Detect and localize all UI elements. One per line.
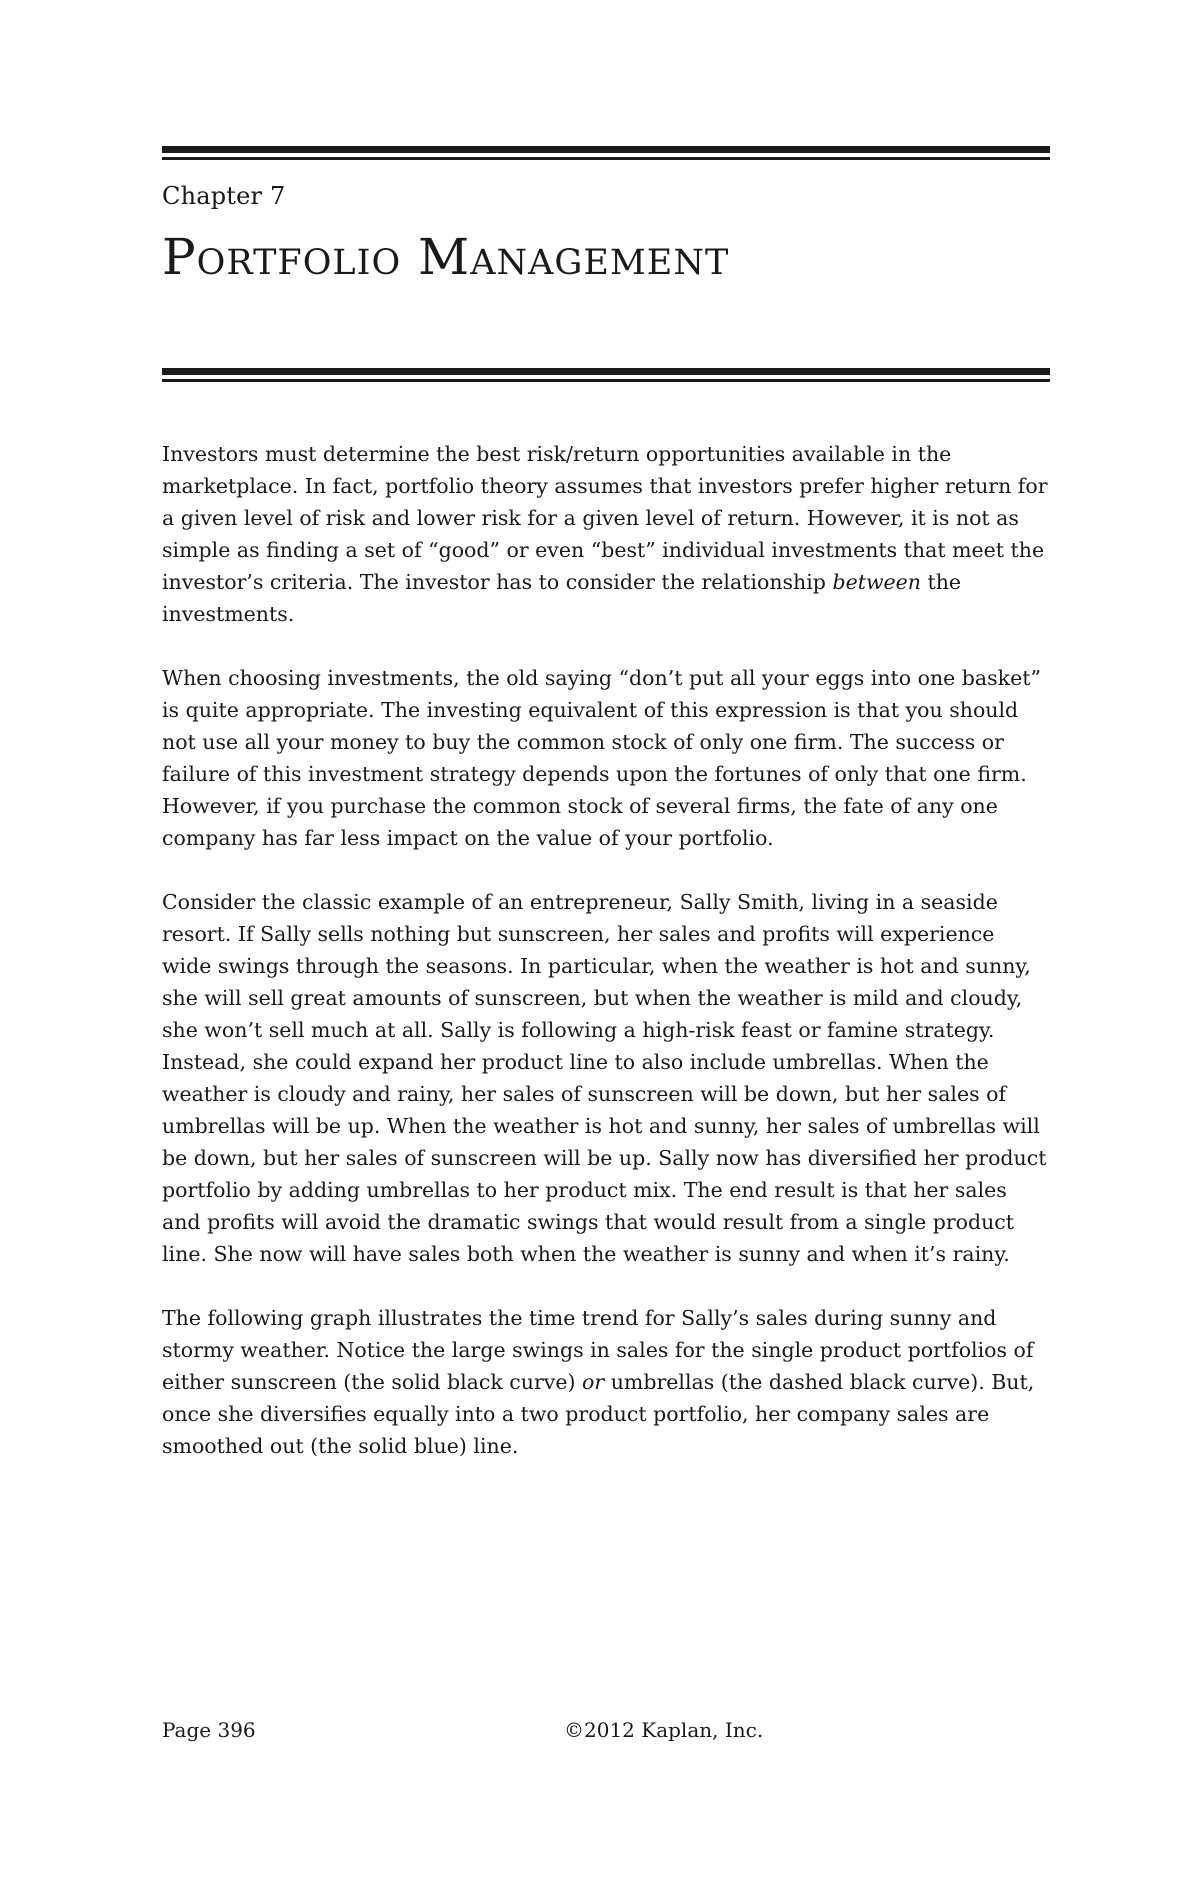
top-double-rule — [162, 146, 1050, 160]
bottom-double-rule — [162, 368, 1050, 382]
emphasis-or: or — [582, 1370, 605, 1394]
top-rule-thin-line — [162, 157, 1050, 160]
page-number: Page 396 — [162, 1718, 256, 1742]
bottom-rule-thin-line — [162, 379, 1050, 382]
top-rule-thick-line — [162, 146, 1050, 153]
bottom-rule-thick-line — [162, 368, 1050, 375]
copyright-notice: ©2012 Kaplan, Inc. — [564, 1718, 764, 1742]
paragraph-eggs-basket: When choosing investments, the old saying “don’t put all your eggs into one basket” is quite appropriate. The investing equivalent of this expression is that you should not use all your money to buy the common stock of only one firm. The success or failure of this investment strategy depends upon the fortunes of only that one firm. However, if you purchase the common stock of several firms, the fate of any one company has far less impact on the value of your portfolio. — [162, 666, 1041, 850]
paragraph-sally-example: Consider the classic example of an entrepreneur, Sally Smith, living in a seaside resort. If Sally sells nothing but sunscreen, her sales and profits will experience wide swings through the seasons. In particular, when the weather is hot and sunny, she will sell great amounts of sunscreen, but when the weather is mild and cloudy, she won’t sell much at all. Sally is following a high-risk feast or famine strategy. Instead, she could expand her product line to also include umbrellas. When the weather is cloudy and rainy, her sales of sunscreen will be down, but her sales of umbrellas will be up. When the weather is hot and sunny, her sales of umbrellas will be down, but her sales of sunscreen will be up. Sally now has diversified her product portfolio by adding umbrellas to her product mix. The end result is that her sales and profits will avoid the dramatic swings that would result from a single product line. She now will have sales both when the weather is sunny and when it’s rainy. — [162, 890, 1047, 1266]
emphasis-between: between — [832, 570, 921, 594]
chapter-title: Portfolio Management — [162, 228, 730, 286]
paragraph-intro: Investors must determine the best risk/return opportunities available in the marketplace. In fact, portfolio theory assumes that investors prefer higher return for a given level of risk and lower risk for a given level of return. However, it is not as simple as finding a set of “good” or even “best” individual investments that meet the investor’s criteria. The investor has to consider the relationship between the investments. — [162, 442, 1048, 626]
body-text — [162, 438, 1050, 1494]
paragraph-graph-intro: The following graph illustrates the time trend for Sally’s sales during sunny and stormy weather. Notice the large swings in sales for the single product portfolios of either sunscreen (the solid black curve) or umbrellas (the dashed black curve). But, once she diversifies equally into a two product portfolio, her company sales are smoothed out (the solid blue) line. — [162, 1306, 1035, 1458]
chapter-label: Chapter 7 — [162, 182, 286, 210]
